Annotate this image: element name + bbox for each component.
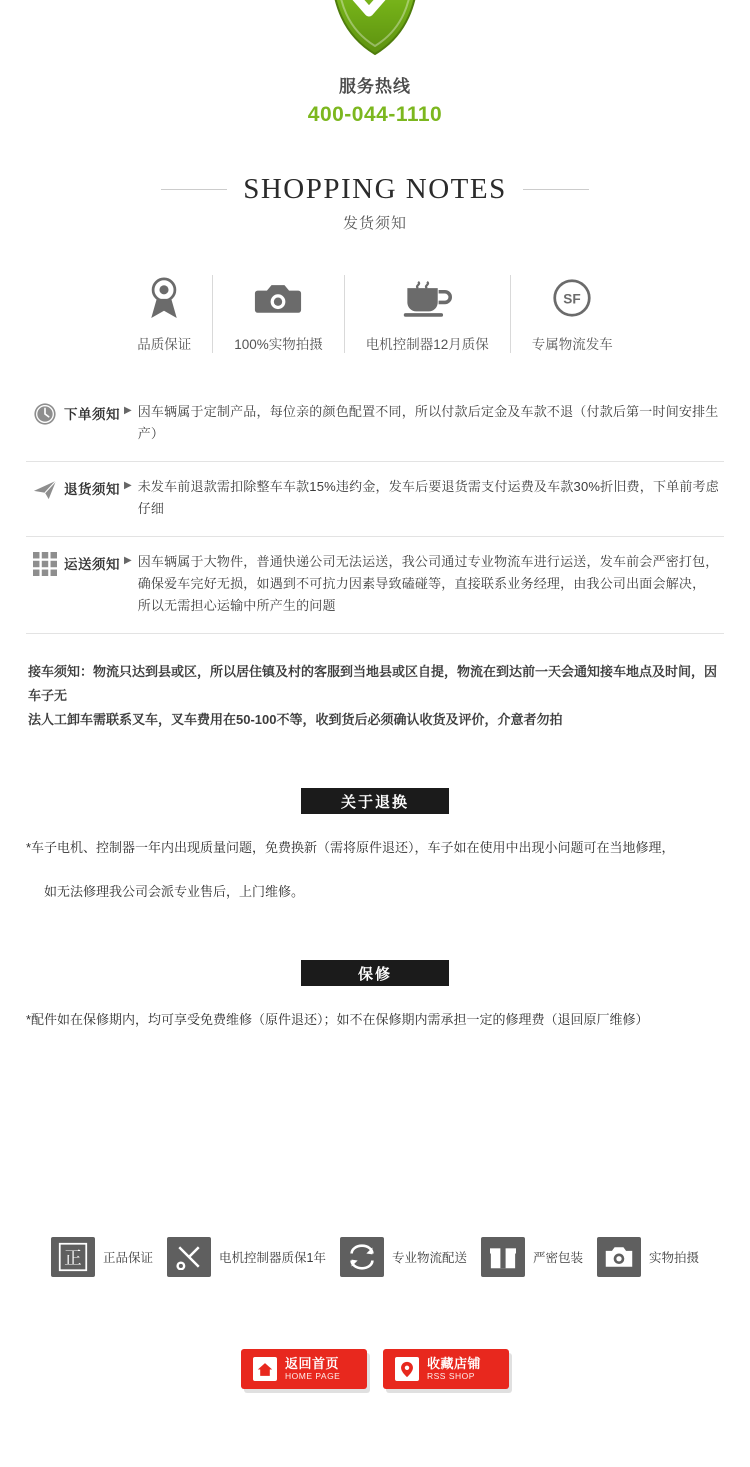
pickup-line: 接车须知：物流只达到县或区，所以居住镇及村的客服到当地县或区自提，物流在到达前一天会通知接车地点及时间，因车子无	[28, 664, 718, 703]
divider-right	[523, 189, 589, 190]
badge-packaging	[474, 1237, 590, 1277]
shield-icon	[327, 0, 423, 56]
badge-authentic	[44, 1237, 160, 1277]
camera-icon	[597, 1237, 641, 1277]
feature-quality	[116, 275, 212, 353]
home-icon	[253, 1357, 277, 1381]
location-pin-icon	[395, 1357, 419, 1381]
notice-order	[26, 387, 724, 462]
notice-line: 未发车前退款需扣除整车车款15%违约金，发车后要退货需支付运费及车款30%折旧费，下单前考虑仔细	[137, 479, 719, 516]
feature-row	[0, 275, 750, 353]
shield-banner	[0, 0, 750, 58]
returns-paragraph: *车子电机、控制器一年内出现质量问题，免费换新（需将原件退还），车子如在使用中出现小问题可在当地修理，	[26, 840, 675, 855]
returns-text	[0, 836, 750, 904]
divider-left	[161, 189, 227, 190]
service-hotline	[0, 72, 750, 127]
notice-return	[26, 462, 724, 537]
feature-label: 100%实物拍摄	[234, 337, 323, 352]
hotline-number: 400-044-1110	[307, 103, 443, 126]
notice-list	[0, 387, 750, 634]
returns-paragraph: 如无法修理我公司会派专业售后，上门维修。	[44, 884, 305, 899]
badge-label: 正品保证	[102, 1251, 153, 1265]
svg-text:SF: SF	[563, 291, 581, 307]
home-page-label: 返回首页	[285, 1355, 340, 1371]
notice-line: 确保爱车完好无损，如遇到不可抗力因素导致磕碰等，直接联系业务经理，由我公司出面会解决，	[137, 576, 706, 591]
favorite-shop-label: 收藏店铺	[427, 1355, 482, 1371]
notice-body	[138, 401, 724, 445]
notice-line: 因车辆属于大物件，普通快递公司无法运送，我公司通过专业物流车进行运送，发车前会严密打包，	[137, 554, 719, 569]
svg-text:正: 正	[64, 1248, 82, 1269]
notice-title: 下单须知	[64, 407, 120, 422]
pickup-line: 法人工卸车需联系叉车，叉车费用在50-100不等，收到货后必须确认收货及评价，介意者勿拍	[28, 712, 563, 727]
notice-line: 所以无需担心运输中所产生的问题	[137, 598, 336, 613]
notice-body	[138, 551, 719, 617]
notice-line: 因车辆属于定制产品，每位亲的颜色配置不同，所以付款后定金及车款不退（付款后第一时间安排生产）	[137, 404, 719, 441]
grid-icon	[26, 551, 64, 577]
badge-label: 专业物流配送	[391, 1251, 467, 1265]
tools-icon	[167, 1237, 211, 1277]
banner-warranty: 保修	[301, 960, 449, 986]
feature-label: 品质保证	[137, 337, 192, 352]
notice-body	[138, 476, 724, 520]
title-chinese: 发货须知	[342, 215, 407, 232]
notice-shipping	[26, 537, 724, 634]
zheng-seal-icon	[51, 1237, 95, 1277]
sf-express-icon	[552, 275, 592, 321]
clock-icon	[26, 401, 64, 427]
badge-label: 电机控制器质保1年	[219, 1251, 326, 1265]
notice-title: 运送须知	[64, 557, 120, 572]
exchange-icon	[340, 1237, 384, 1277]
favorite-shop-sublabel: RSS SHOP	[427, 1371, 475, 1382]
title-english: SHOPPING NOTES	[243, 173, 507, 205]
hotline-label: 服务热线	[339, 77, 411, 96]
shopping-notes-title	[0, 173, 750, 233]
chevron-right-icon: ▶	[124, 405, 132, 416]
favorite-shop-button[interactable]	[383, 1349, 509, 1389]
badge-real-photo	[590, 1237, 706, 1277]
camera-icon	[254, 275, 302, 321]
airplane-icon	[26, 476, 64, 502]
badge-motor-warranty	[160, 1237, 333, 1277]
feature-warranty	[344, 275, 510, 353]
badge-label: 实物拍摄	[648, 1251, 699, 1265]
gift-box-icon	[481, 1237, 525, 1277]
footer-button-row	[0, 1349, 750, 1467]
pickup-notice	[0, 660, 750, 732]
trust-badge-row	[0, 1237, 750, 1277]
feature-label: 电机控制器12月质保	[365, 337, 489, 352]
warranty-paragraph: *配件如在保修期内，均可享受免费维修（原件退还）；如不在保修期内需承担一定的修理费（退回原厂维修）	[26, 1012, 649, 1027]
notice-title: 退货须知	[64, 482, 120, 497]
feature-real-photo	[212, 275, 344, 353]
badge-label: 严密包装	[532, 1251, 583, 1265]
banner-returns: 关于退换	[301, 788, 449, 814]
badge-logistics	[333, 1237, 474, 1277]
home-page-sublabel: HOME PAGE	[285, 1371, 341, 1382]
home-page-button[interactable]	[241, 1349, 367, 1389]
chevron-right-icon: ▶	[124, 555, 132, 566]
chevron-right-icon: ▶	[124, 480, 132, 491]
feature-label: 专属物流发车	[531, 337, 613, 352]
coffee-cup-icon	[402, 275, 452, 321]
feature-logistics	[510, 275, 634, 353]
warranty-text	[0, 1008, 750, 1032]
medal-icon	[144, 275, 184, 321]
